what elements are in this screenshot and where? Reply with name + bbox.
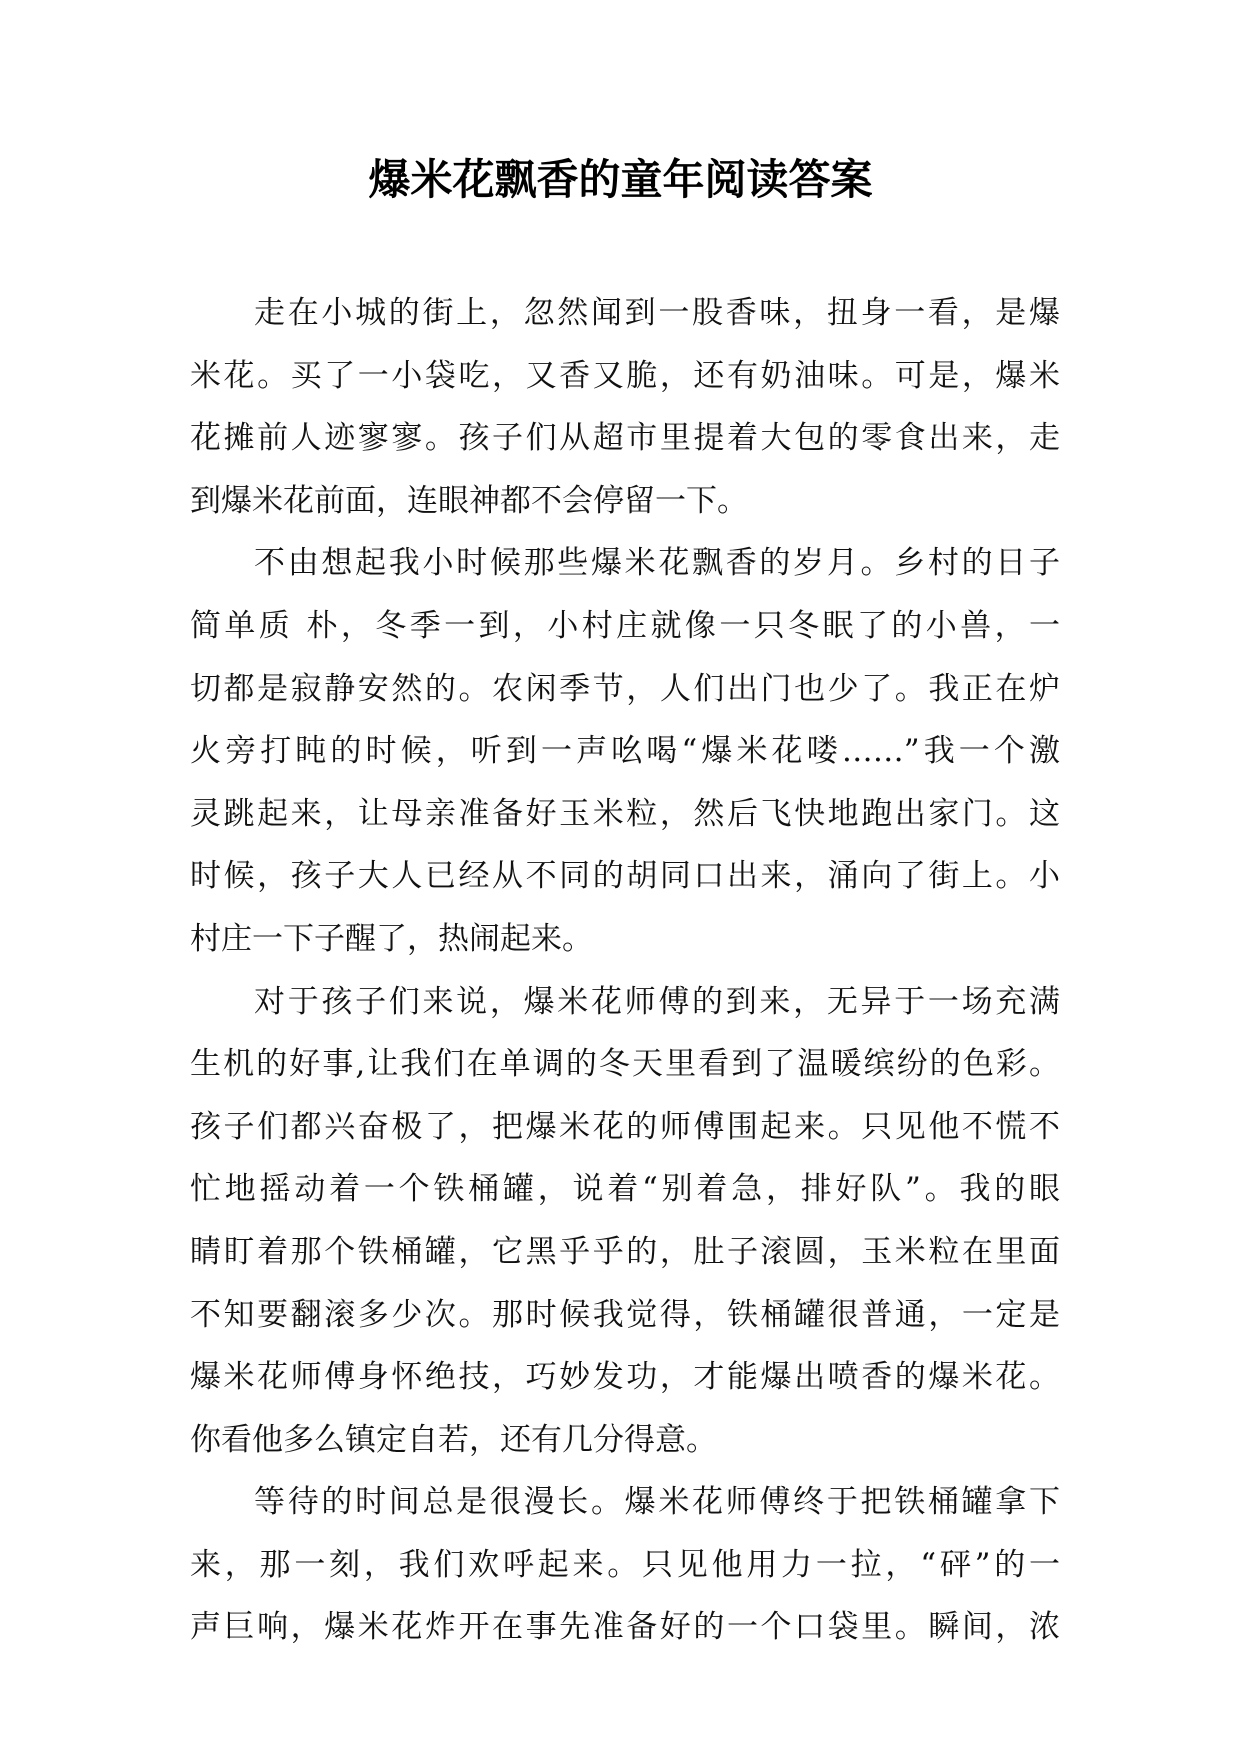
text-line: 等待的时间总是很漫长。爆米花师傅终于把铁桶罐拿下	[254, 1484, 1060, 1521]
text-line: 米花。买了一小袋吃，又香又脆，还有奶油味。可是，爆米	[190, 357, 1060, 394]
text-line: 爆米花师傅身怀绝技，巧妙发功，才能爆出喷香的爆米花。	[190, 1359, 1060, 1396]
text-line: 你看他多么镇定自若，还有几分得意。	[190, 1421, 717, 1458]
text-line: 切都是寂静安然的。农闲季节，人们出门也少了。我正在炉	[190, 670, 1060, 707]
paragraph-2	[190, 532, 1060, 970]
text-line: 灵跳起来，让母亲准备好玉米粒，然后飞快地跑出家门。这	[190, 795, 1060, 832]
text-line: 不知要翻滚多少次。那时候我觉得，铁桶罐很普通，一定是	[190, 1296, 1060, 1333]
text-line: 村庄一下子醒了，热闹起来。	[190, 920, 593, 957]
text-line: 走在小城的街上，忽然闻到一股香味，扭身一看，是爆	[254, 295, 1060, 331]
text-line: 睛盯着那个铁桶罐，它黑乎乎的，肚子滚圆，玉米粒在里面	[190, 1233, 1060, 1270]
text-line: 来，那一刻，我们欢呼起来。只见他用力一拉，“砰”的一	[190, 1546, 1060, 1583]
text-line: 时候，孩子大人已经从不同的胡同口出来，涌向了街上。小	[190, 858, 1060, 895]
text-line: 到爆米花前面，连眼神都不会停留一下。	[190, 482, 748, 519]
text-line: 声巨响，爆米花炸开在事先准备好的一个口袋里。瞬间，浓	[190, 1609, 1060, 1646]
text-line: 生机的好事,让我们在单调的冬天里看到了温暖缤纷的色彩。	[190, 1046, 1060, 1083]
paragraph-4	[190, 1471, 1060, 1659]
text-line: 忙地摇动着一个铁桶罐，说着“别着急，排好队”。我的眼	[190, 1171, 1060, 1208]
text-line: 火旁打盹的时候，听到一声吆喝“爆米花喽……”我一个激	[190, 733, 1060, 770]
text-line: 孩子们都兴奋极了，把爆米花的师傅围起来。只见他不慌不	[190, 1108, 1060, 1145]
text-line: 不由想起我小时候那些爆米花飘香的岁月。乡村的日子	[254, 545, 1060, 582]
text-line: 对于孩子们来说，爆米花师傅的到来，无异于一场充满	[254, 983, 1060, 1020]
paragraph-3	[190, 971, 1060, 1472]
text-line: 花摊前人迹寥寥。孩子们从超市里提着大包的零食出来，走	[190, 420, 1060, 457]
document-title: 爆米花飘香的童年阅读答案	[368, 155, 873, 204]
article-body	[190, 282, 1060, 1659]
text-line: 简单质 朴，冬季一到，小村庄就像一只冬眠了的小兽，一	[190, 607, 1060, 644]
paragraph-1	[190, 282, 1060, 532]
